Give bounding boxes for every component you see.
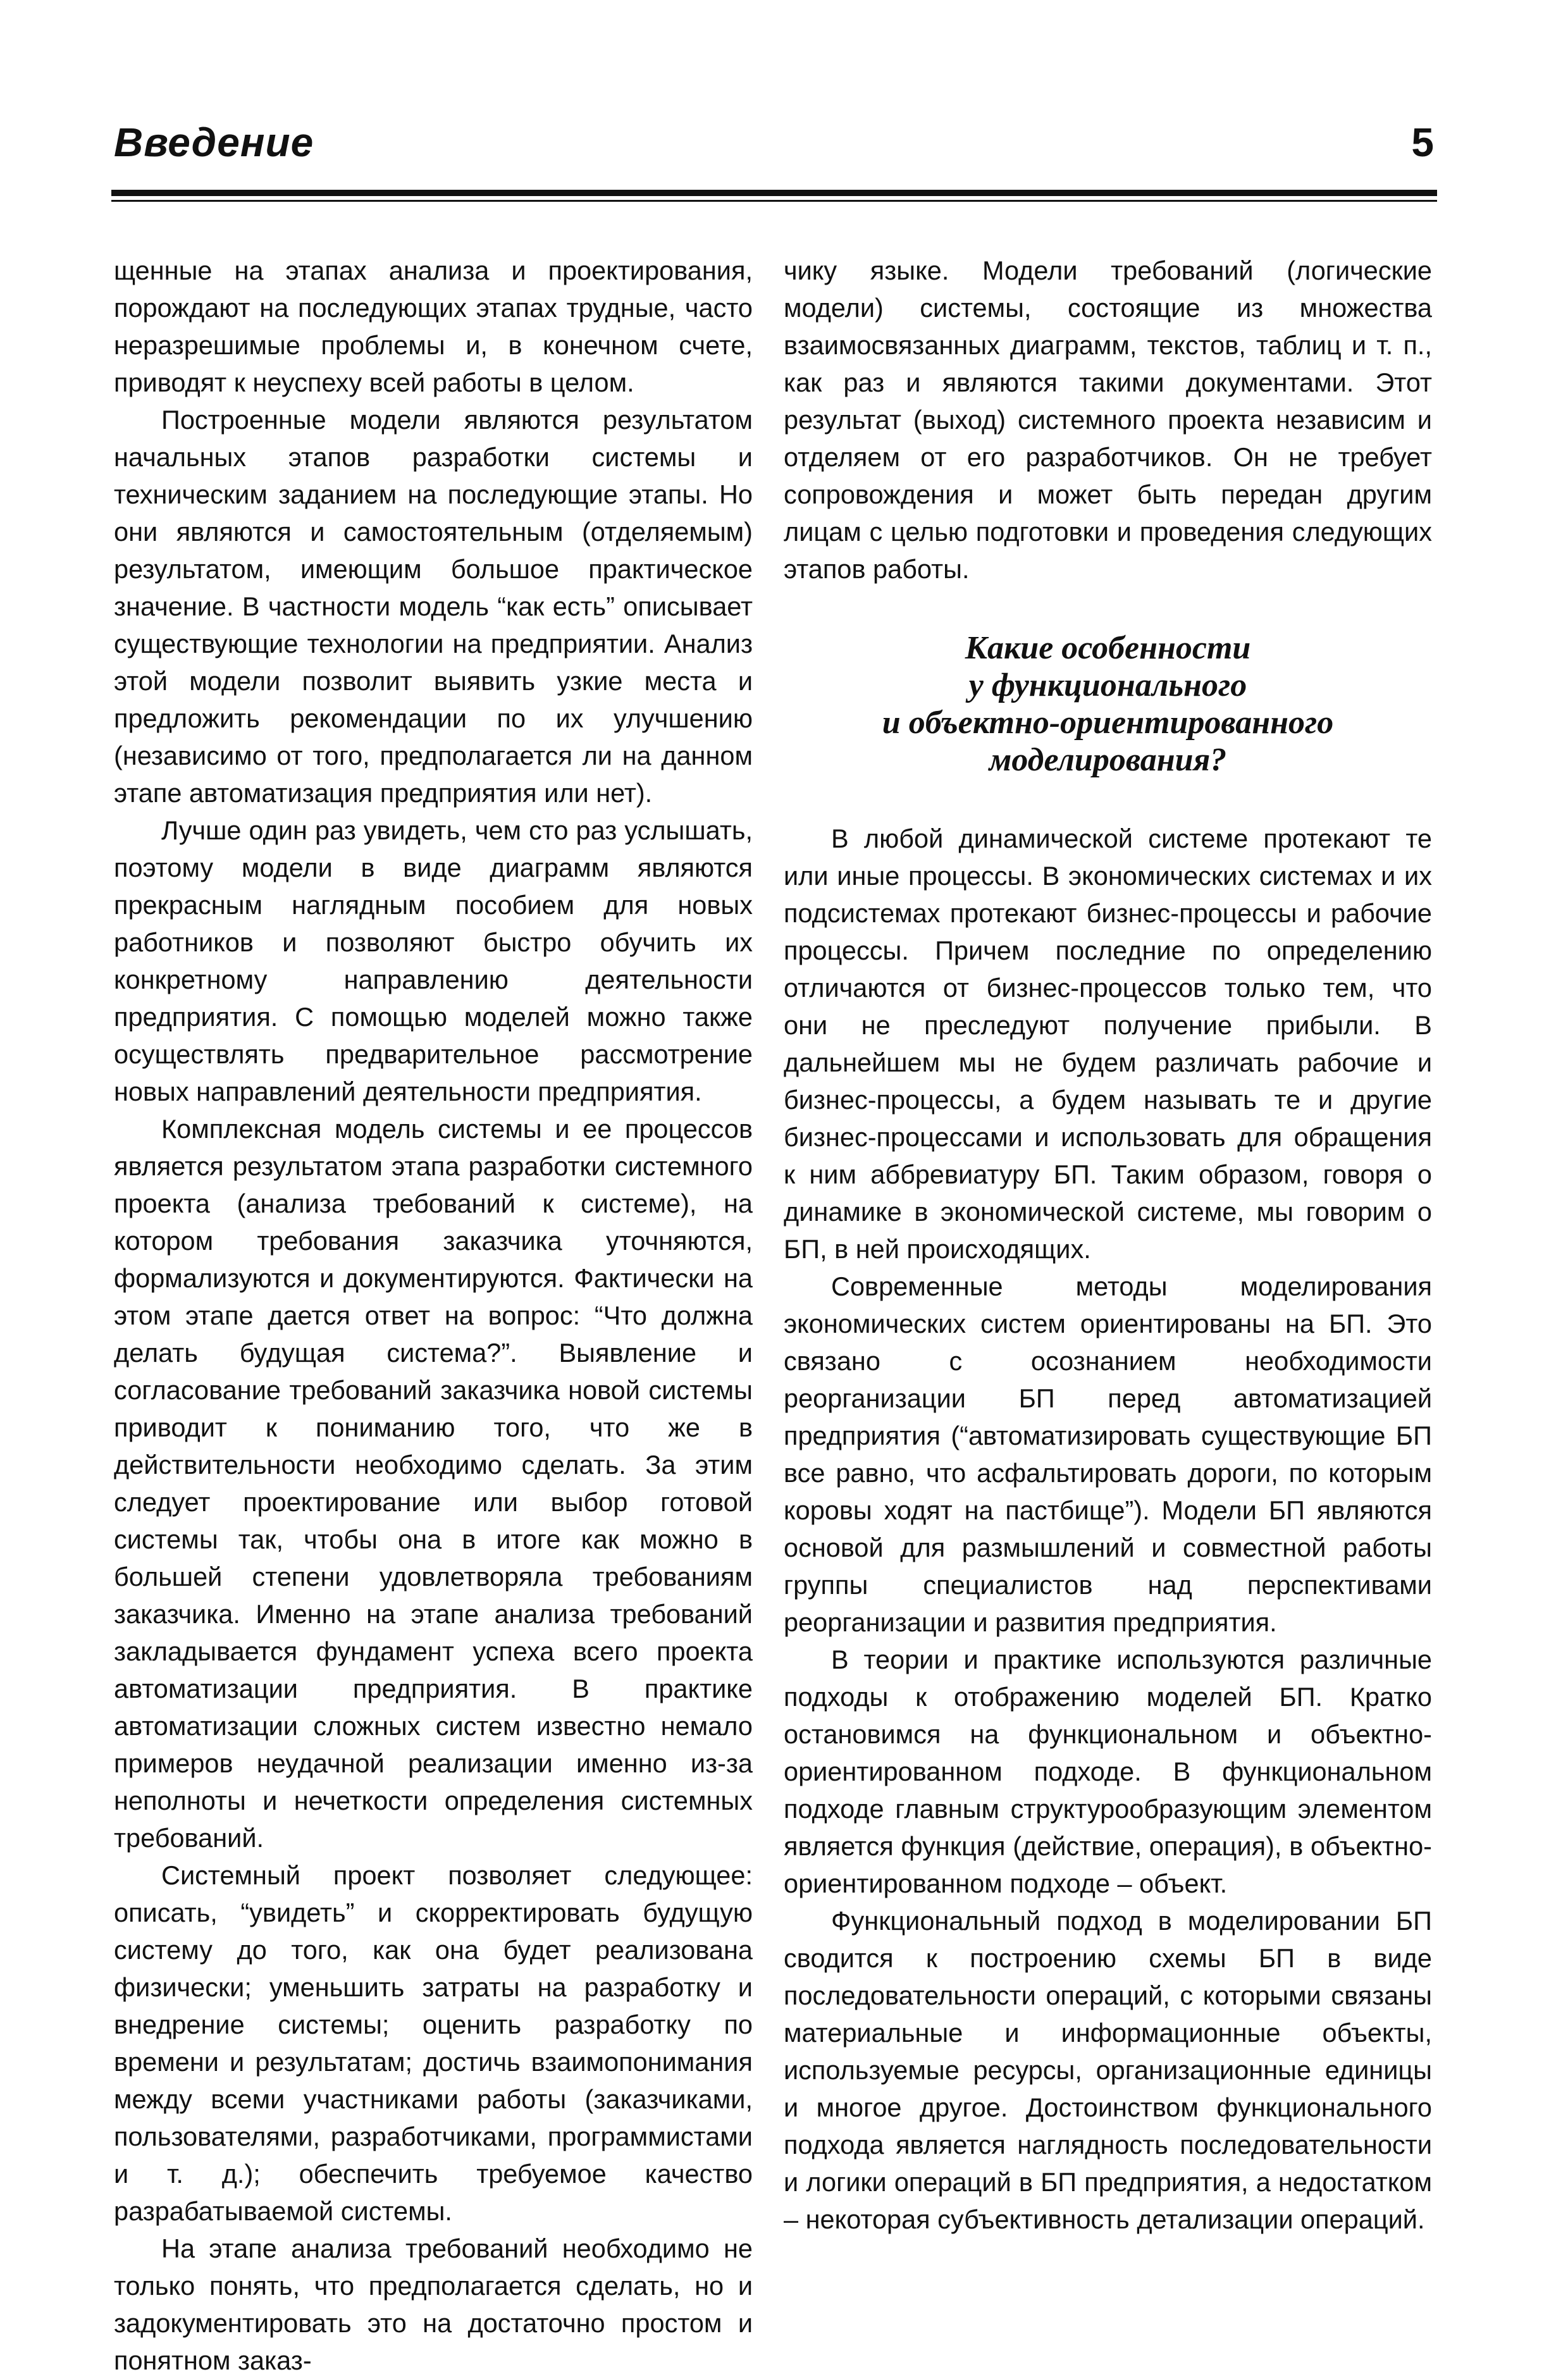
paragraph: Функциональный подход в моделировании БП сводится к построению схемы БП в виде последовательности операций, с которыми связаны материальные и информационные объекты, используемые ресурсы, организационные единицы и многое другое. Достоинством функционального подхода является наглядность последовательности и логики операций в БП предприятия, а недостатком – некоторая субъективность детализации операций. [784,1906,1432,2234]
paragraph: чику языке. Модели требований (логические модели) системы, состоящие из множества взаимосвязанных диаграмм, текстов, таблиц и т. п., как раз и являются такими документами. Этот результат (выход) системного проекта независим и отделяем от его разработчиков. Он не требует сопровождения и может быть передан другим лицам с целью подготовки и проведения следующих этапов работы. [784,256,1432,584]
paragraph: Построенные модели являются результатом начальных этапов разработки системы и техническим заданием на последующие этапы. Но они являются и самостоятельным (отделяемым) результатом, имеющим большое практическое значение. В частности модель “как есть” описывает существующие технологии на предприятии. Анализ этой модели позволит выявить узкие места и предложить рекомендации по их улучшению (независимо от того, предполагается ли на данном этапе автоматизация предприятия или нет). [114,405,753,808]
paragraph: Современные методы моделирования экономических систем ориентированы на БП. Это связано с осознанием необходимости реорганизации БП перед автоматизацией предприятия (“автоматизировать существующие БП все равно, что асфальтировать дороги, по которым коровы ходят на пастбище”). Модели БП являются основой для размышлений и совместной работы группы специалистов над перспективами реорганизации и развития предприятия. [784,1271,1432,1637]
left-text-column [114,252,753,2379]
section-heading-line: у функционального [968,667,1247,703]
paragraph: щенные на этапах анализа и проектирования, порождают на последующих этапах трудные, часто неразрешимые проблемы и, в конечном счете, приводят к неуспеху всей работы в целом. [114,256,753,397]
header-rule-thin [111,200,1437,202]
paragraph: В теории и практике используются различные подходы к отображению моделей БП. Кратко остановимся на функциональном и объектно-ориентированном подходе. В функциональном подходе главным структурообразующим элементом является функция (действие, операция), в объектно-ориентированном подходе – объект. [784,1645,1432,1898]
paragraph: Системный проект позволяет следующее: описать, “увидеть” и скорректировать будущую систему до того, как она будет реализована физически; уменьшить затраты на разработку и внедрение системы; оценить разработку по времени и результатам; достичь взаимопонимания между всеми участниками работы (заказчиками, пользователями, разработчиками, программистами и т. д.); обеспечить требуемое качество разрабатываемой системы. [114,1860,753,2226]
section-heading-line: и объектно-ориентированного [882,705,1334,741]
paragraph: В любой динамической системе протекают те или иные процессы. В экономических системах и их подсистемах протекают бизнес-процессы и рабочие процессы. Причем последние по определению отличаются от бизнес-процессов только тем, что они не преследуют получение прибыли. В дальнейшем мы не будем различать рабочие и бизнес-процессы, а будем называть те и другие бизнес-процессами и использовать для обращения к ним аббревиатуру БП. Таким образом, говоря о динамике в экономической системе, мы говорим о БП, в ней происходящих. [784,824,1432,1264]
paragraph: На этапе анализа требований необходимо не только понять, что предполагается сделать, но и задокументировать это на достаточно простом и понятном заказ- [114,2234,753,2375]
section-heading-line: Какие особенности [965,630,1251,666]
paragraph: Комплексная модель системы и ее процессов является результатом этапа разработки системного проекта (анализа требований к системе), на котором требования заказчика уточняются, формализуются и документируются. Фактически на этом этапе дается ответ на вопрос: “Что должна делать будущая система?”. Выявление и согласование требований заказчика новой системы приводит к пониманию того, что же в действительности необходимо сделать. За этим следует проектирование или выбор готовой системы так, чтобы она в итоге как можно в большей степени удовлетворяла требованиям заказчика. Именно на этапе анализа требований закладывается фундамент успеха всего проекта автоматизации предприятия. В практике автоматизации сложных систем известно немало примеров неудачной реализации именно из-за неполноты и нечеткости определения системных требований. [114,1114,753,1853]
right-text-column [784,252,1432,2238]
page-number: 5 [1411,120,1434,165]
paragraph: Лучше один раз увидеть, чем сто раз услышать, поэтому модели в виде диаграмм являются прекрасным наглядным пособием для новых работников и позволяют быстро обучить их конкретному направлению деятельности предприятия. С помощью моделей можно также осуществлять предварительное рассмотрение новых направлений деятельности предприятия. [114,815,753,1106]
section-heading-line: моделирования? [989,742,1227,778]
header-rule-thick [111,190,1437,196]
running-header-title: Введение [114,120,314,165]
section-heading [784,629,1432,779]
